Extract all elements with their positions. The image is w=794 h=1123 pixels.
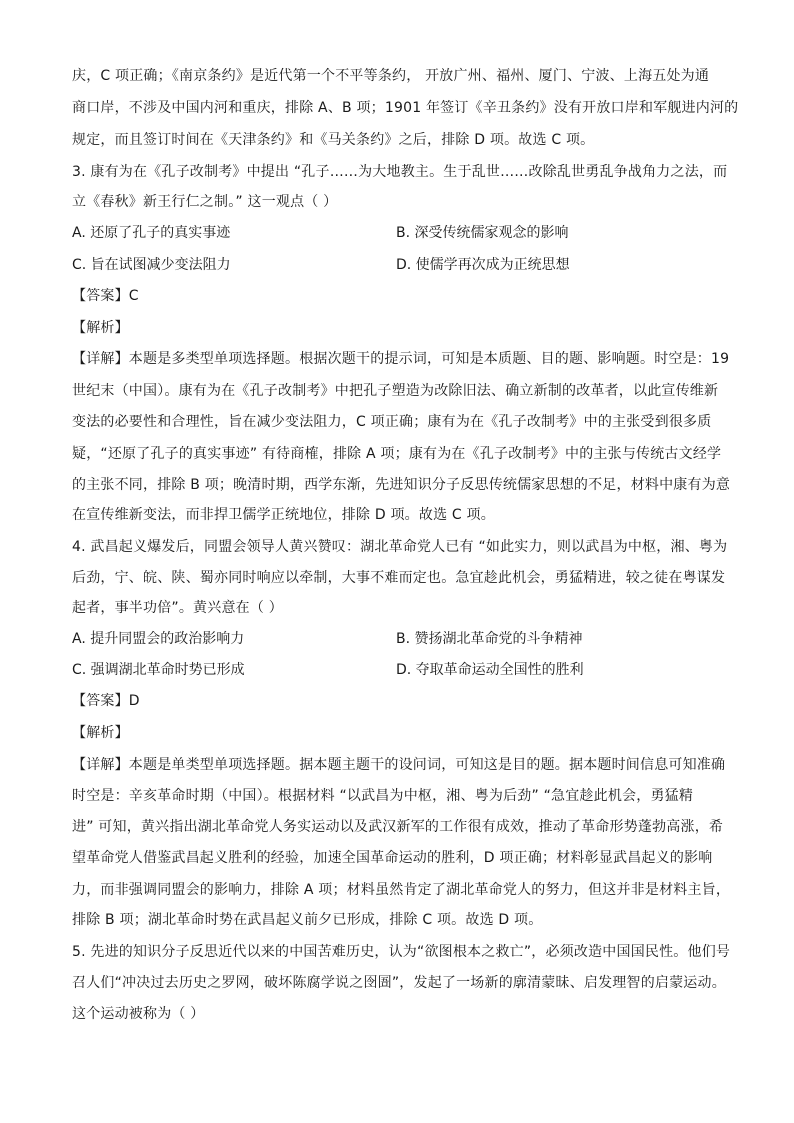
q4-option-d[interactable]: D. 夺取革命运动全国性的胜利 [396, 662, 584, 678]
q5-stem-line: 这个运动被称为（ ） [72, 1006, 205, 1022]
q4-detail-line: 望革命党人借鉴武昌起义胜利的经验，加速全国革命运动的胜利，D 项正确；材料彰显武昌起义的影响 [72, 850, 713, 866]
q4-detail-line: 力，而非强调同盟会的影响力，排除 A 项；材料虽然肯定了湖北革命党人的努力，但这并非是材料主旨， [72, 882, 731, 898]
q4-option-b[interactable]: B. 赞扬湖北革命党的斗争精神 [396, 631, 583, 647]
q4-detail-line: 进” 可知，黄兴指出湖北革命党人务实运动以及武汉新军的工作很有成效，推动了革命形势蓬勃高涨，希 [72, 819, 724, 835]
q4-detail-line: 排除 B 项；湖北革命时势在武昌起义前夕已形成，排除 C 项。故选 D 项。 [72, 912, 543, 928]
q4-option-c[interactable]: C. 强调湖北革命时势已形成 [72, 662, 245, 678]
q3-analysis-label: 【解析】 [72, 320, 129, 336]
q3-detail-line: 世纪末（中国）。康有为在《孔子改制考》中把孔子塑造为改除旧法、确立新制的改革者，以此宣传维新 [72, 383, 719, 399]
q3-option-a[interactable]: A. 还原了孔子的真实事迹 [72, 225, 231, 241]
q4-stem-line: 起者，事半功倍”。黄兴意在（ ） [72, 600, 283, 616]
q3-option-d[interactable]: D. 使儒学再次成为正统思想 [396, 257, 570, 273]
q3-detail-line: 的主张不同，排除 B 项；晚清时期，西学东渐，先进知识分子反思传统儒家思想的不足，材料中康有为意 [72, 477, 731, 493]
q3-answer: 【答案】C [72, 288, 139, 304]
q5-stem-line: 召人们“冲决过去历史之罗网，破坏陈腐学说之囹圄”，发起了一场新的廓清蒙昧、启发理智的启蒙运动。 [72, 975, 726, 991]
q3-detail-line: 疑，“还原了孔子的真实事迹” 有待商榷，排除 A 项；康有为在《孔子改制考》中的主张与传统古文经学 [72, 446, 722, 462]
q5-stem-line: 5. 先进的知识分子反思近代以来的中国苦难历史，认为“欲图根本之救亡”，必须改造中国国民性。他们号 [72, 944, 731, 960]
q2-detail-line: 商口岸，不涉及中国内河和重庆，排除 A、B 项；1901 年签订《辛丑条约》没有开放口岸和军舰进内河的 [72, 100, 739, 116]
q3-stem-line: 3. 康有为在《孔子改制考》中提出 “孔子……为大地教主。生于乱世……改除乱世勇乱争战角力之法，而 [72, 164, 728, 180]
q2-detail-line: 庆，C 项正确；《南京条约》是近代第一个不平等条约， 开放广州、福州、厦门、宁波、上海五处为通 [72, 68, 710, 84]
q4-answer: 【答案】D [72, 693, 140, 709]
q4-detail-line: 时空是：辛亥革命时期（中国）。根据材料 “以武昌为中枢，湘、粤为后劲” “急宜趁此机会，勇猛精 [72, 788, 694, 804]
q4-detail-line: 【详解】本题是单类型单项选择题。据本题主题干的设问词，可知这是目的题。据本题时间信息可知准确 [72, 757, 726, 773]
q3-stem-line: 立《春秋》新王行仁之制。” 这一观点（ ） [72, 194, 338, 210]
q3-option-c[interactable]: C. 旨在试图减少变法阻力 [72, 257, 231, 273]
q3-detail-line: 在宣传维新变法，而非捍卫儒学正统地位，排除 D 项。故选 C 项。 [72, 507, 495, 523]
q4-analysis-label: 【解析】 [72, 725, 129, 741]
q3-detail-line: 【详解】本题是多类型单项选择题。根据次题干的提示词，可知是本质题、目的题、影响题。时空是：19 [72, 351, 730, 367]
q4-stem-line: 后劲，宁、皖、陕、蜀亦同时响应以牵制，大事不难而定也。急宜趁此机会，勇猛精进，较之徒在粤谋发 [72, 570, 726, 586]
q2-detail-line: 规定，而且签订时间在《天津条约》和《马关条约》之后，排除 D 项。故选 C 项。 [72, 132, 595, 148]
q3-detail-line: 变法的必要性和合理性，旨在减少变法阻力，C 项正确；康有为在《孔子改制考》中的主张受到很多质 [72, 414, 712, 430]
q4-option-a[interactable]: A. 提升同盟会的政治影响力 [72, 631, 245, 647]
q3-option-b[interactable]: B. 深受传统儒家观念的影响 [396, 225, 569, 241]
q4-stem-line: 4. 武昌起义爆发后，同盟会领导人黄兴赞叹：湖北革命党人已有 “如此实力，则以武昌为中枢，湘、粤为 [72, 539, 728, 555]
